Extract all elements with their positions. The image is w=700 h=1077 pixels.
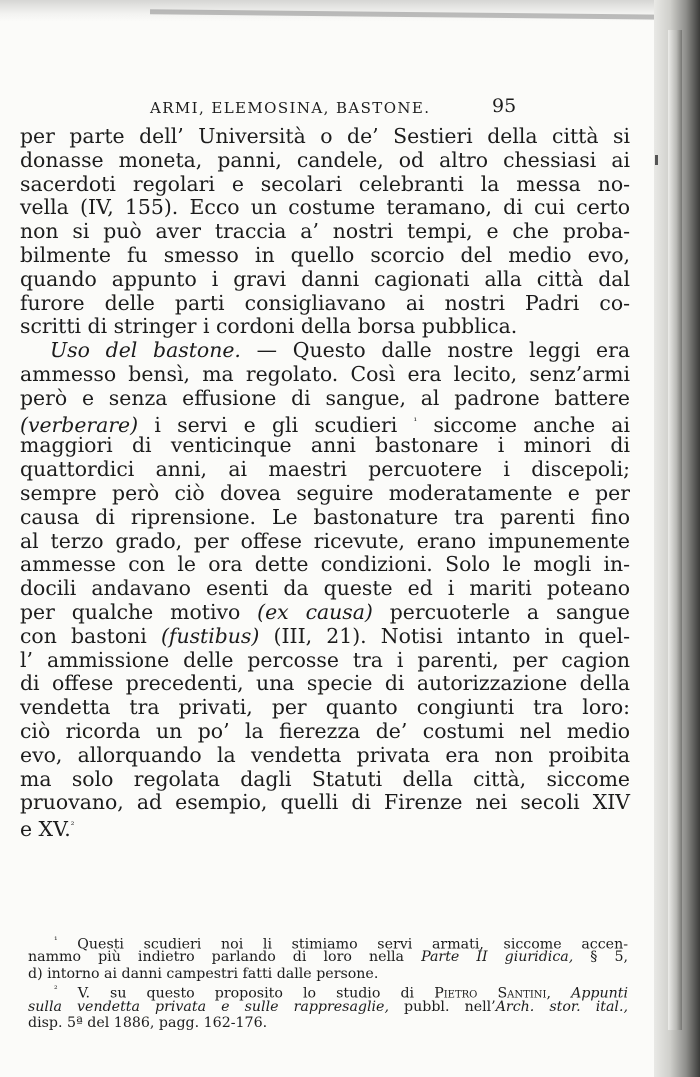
footnote-ref-1: ¹ [413, 416, 418, 427]
text-line: sacerdoti regolari e secolari celebranti la messa no- [20, 171, 630, 196]
running-head-title: ARMI, ELEMOSINA, BASTONE. [150, 99, 431, 117]
text-run: con bastoni [20, 623, 161, 648]
text-line: non si può aver traccia a’ nostri tempi, e che proba- [20, 219, 630, 244]
footnote-2 [28, 982, 629, 1002]
text-line [20, 601, 630, 625]
footnote-title-italic: Appunti [551, 985, 629, 1002]
text-run: i servi e gli scudieri [138, 412, 414, 437]
text-line: docili andavano esenti da queste ed i mariti poteano [20, 576, 630, 601]
section-lead-italic: Uso del bastone. [50, 338, 241, 363]
text-line: causa di riprensione. Le bastonature tra parenti fino [20, 504, 630, 529]
text-line: donasse moneta, panni, candele, od altro chessiasi ai [20, 147, 630, 172]
text-line: al terzo grado, per offese ricevute, erano impunemente [20, 528, 630, 553]
text-line: di offese precedenti, una specie di autorizzazione della [20, 671, 630, 696]
footnote-text: § 5, [573, 949, 628, 966]
text-line: ammesse con le ora dette condizioni. Solo le mogli in- [20, 552, 630, 577]
text-line: sempre però ciò dovea seguire moderatamente e per [20, 480, 630, 505]
text-run: per qualche motivo [20, 599, 258, 624]
text-line: per parte dell’ Università o de’ Sestieri della città si [20, 124, 630, 148]
text-line: ma solo regolata dagli Statuti della città, siccome [20, 766, 630, 791]
text-run: percuoterle a sangue [372, 599, 630, 624]
text-line: vella (IV, 155). Ecco un costume teramano, di cui certo [20, 195, 630, 220]
text-line: l’ ammissione delle percosse tra i parenti, per cagion [20, 647, 630, 672]
text-line: bilmente fu smesso in quello scorcio del medio evo, [20, 242, 630, 267]
footnote-marker: ¹ [54, 936, 58, 946]
footnote-line: d) intorno ai danni campestri fatti dalle persone. [28, 965, 379, 982]
author-name: Pietro Santini, [434, 985, 551, 1002]
text-line [20, 411, 630, 435]
footnotes [28, 933, 628, 1031]
text-line: quando appunto i gravi danni cagionati alla città dal [20, 266, 630, 291]
text-run: — Questo dalle nostre leggi era [240, 338, 630, 363]
footnote-ref-2: ² [70, 821, 75, 832]
footnote-text: nammo più indietro parlando di loro nella [28, 949, 422, 966]
text-line [20, 625, 630, 649]
text-line: maggiori di venticinque anni bastonare i minori di [20, 433, 630, 458]
text-line: scritti di stringer i cordoni della borsa pubblica. [20, 314, 518, 339]
footnote-line [28, 999, 628, 1015]
footnote-title-italic: Parte II giuridica, [421, 949, 574, 966]
footnote-text: V. su questo proposito lo studio di [57, 985, 435, 1002]
text-line: furore delle parti consigliavano ai nostri Padri co- [20, 290, 630, 315]
latin-term: (verberare) [20, 412, 139, 437]
running-head [20, 95, 620, 123]
footnote-title-italic: sulla vendetta privata e sulle rappresaglie, [28, 998, 389, 1015]
paragraph-start [20, 339, 630, 363]
text-line: però e senza effusione di sangue, al padrone battere [20, 385, 630, 410]
body-text [20, 125, 630, 839]
text-line: ciò ricorda un po’ la fierezza de’ costumi nel medio [20, 718, 630, 743]
latin-term: (fustibus) [160, 623, 260, 648]
footnote-line: disp. 5ª del 1886, pagg. 162-176. [28, 1014, 268, 1031]
margin-mark [655, 155, 658, 165]
text-run: siccome anche ai [417, 412, 630, 437]
book-fore-edge [654, 0, 700, 1077]
text-run: e XV. [20, 816, 71, 841]
text-line: quattordici anni, ai maestri percuotere i discepoli; [20, 457, 630, 482]
footnote-line [28, 949, 628, 965]
text-line: evo, allorquando la vendetta privata era non proibita [20, 742, 630, 767]
page-edge-stack [668, 30, 682, 1030]
footnote-text: Questi scudieri noi li stimiamo servi armati, siccome accen- [57, 936, 628, 953]
text-line [20, 815, 630, 839]
page-number: 95 [492, 95, 517, 117]
text-line: pruovano, ad esempio, quelli di Firenze nei secoli XIV [20, 790, 630, 815]
text-line: vendetta tra privati, per quanto congiunti tra loro: [20, 695, 630, 720]
footnote-marker: ² [54, 985, 58, 996]
text-line: ammesso bensì, ma regolato. Così era lecito, senz’armi [20, 361, 630, 386]
footnote-1 [28, 933, 628, 953]
footnote-text: pubbl. nell’ [388, 998, 496, 1015]
latin-term: (ex causa) [257, 599, 373, 624]
text-run: (III, 21). Notisi intanto in quel- [259, 623, 630, 648]
journal-italic: Arch. stor. ital., [495, 998, 628, 1015]
